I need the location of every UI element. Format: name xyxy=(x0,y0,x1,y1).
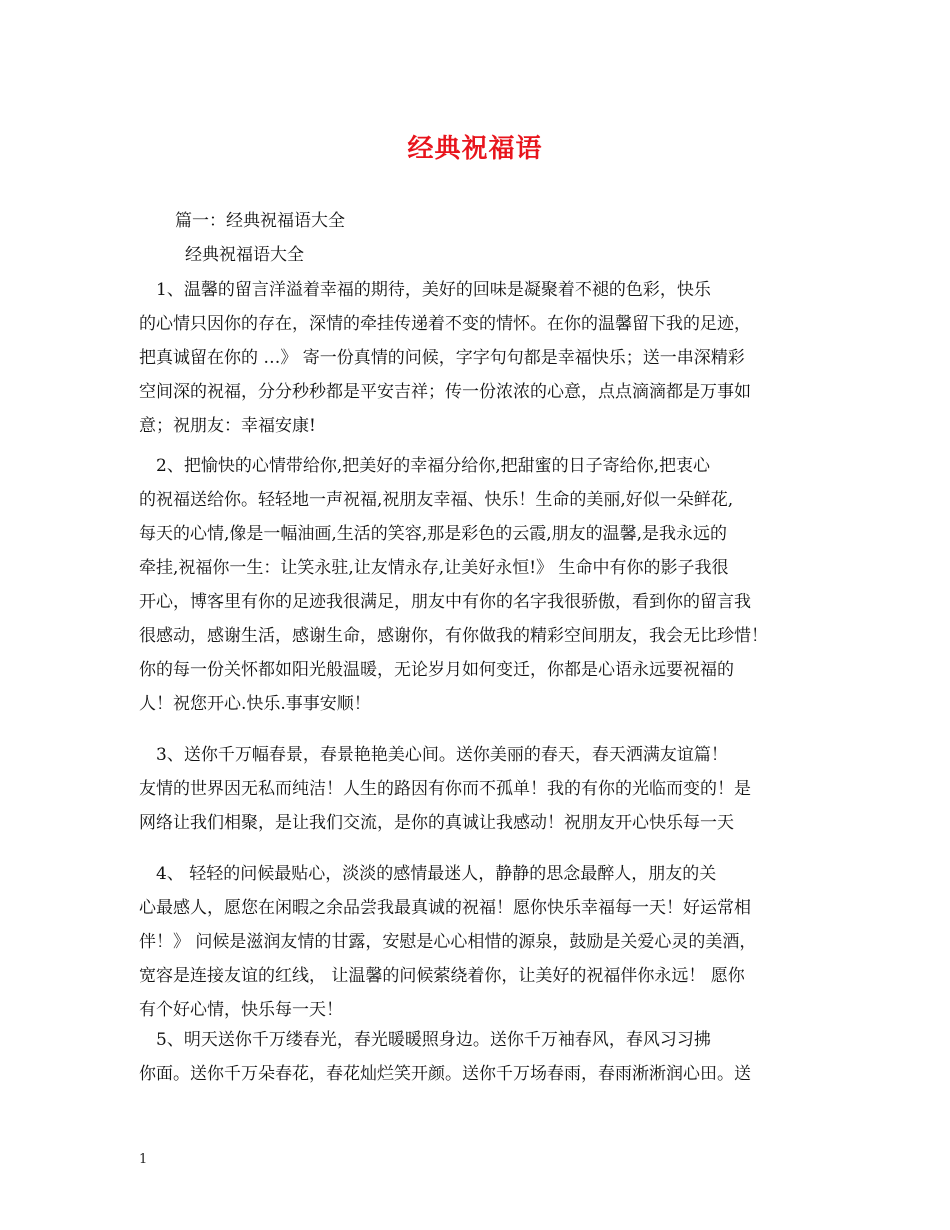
text-line: 宽容是连接友谊的红线， 让温馨的问候萦绕着你，让美好的祝福伴你永远！ 愿你 xyxy=(139,966,745,986)
document-title: 经典祝福语 xyxy=(407,134,543,164)
text-line: 意；祝朋友：幸福安康! xyxy=(139,416,316,436)
section-heading: 篇一：经典祝福语大全 xyxy=(175,211,345,231)
text-line: 的祝福送给你。轻轻地一声祝福,祝朋友幸福、快乐！生命的美丽,好似一朵鲜花, xyxy=(139,490,734,510)
paragraph-3 xyxy=(139,738,815,840)
paragraph-1 xyxy=(139,273,815,443)
text-line: 伴！》 问候是滋润友情的甘露，安慰是心心相惜的源泉，鼓励是关爱心灵的美酒， xyxy=(139,932,757,952)
text-line: 2、把愉快的心情带给你,把美好的幸福分给你,把甜蜜的日子寄给你,把衷心 xyxy=(139,456,711,476)
text-line: 牵挂,祝福你一生：让笑永驻,让友情永存,让美好永恒!》 生命中有你的影子我很 xyxy=(139,558,729,578)
text-line: 网络让我们相聚，是让我们交流，是你的真诚让我感动！祝朋友开心快乐每一天 xyxy=(139,813,734,833)
paragraph-4 xyxy=(139,857,815,1027)
text-line: 3、送你千万幅春景，春景艳艳美心间。送你美丽的春天，春天洒满友谊篇！ xyxy=(139,745,728,765)
text-line: 开心，博客里有你的足迹我很满足，朋友中有你的名字我很骄傲，看到你的留言我 xyxy=(139,592,751,612)
text-line: 把真诚留在你的 …》 寄一份真情的问候，字字句句都是幸福快乐；送一串深精彩 xyxy=(139,348,745,368)
text-line: 每天的心情,像是一幅油画,生活的笑容,那是彩色的云霞,朋友的温馨,是我永远的 xyxy=(139,524,728,544)
paragraph-2 xyxy=(139,449,815,721)
text-line: 4、 轻轻的问候最贴心，淡淡的感情最迷人，静静的思念最醉人，朋友的关 xyxy=(139,864,717,884)
paragraph-5 xyxy=(139,1023,815,1091)
text-line: 有个好心情，快乐每一天！ xyxy=(139,1000,343,1020)
text-line: 的心情只因你的存在，深情的牵挂传递着不变的情怀。在你的温馨留下我的足迹， xyxy=(139,314,751,334)
text-line: 人！祝您开心.快乐.事事安顺！ xyxy=(139,694,371,714)
text-line: 空间深的祝福，分分秒秒都是平安吉祥；传一份浓浓的心意，点点滴滴都是万事如 xyxy=(139,382,751,402)
text-line: 你的每一份关怀都如阳光般温暖，无论岁月如何变迁，你都是心语永远要祝福的 xyxy=(139,660,734,680)
text-line: 心最感人，愿您在闲暇之余品尝我最真诚的祝福！愿你快乐幸福每一天！好运常相 xyxy=(139,898,751,918)
text-line: 1、温馨的留言洋溢着幸福的期待，美好的回味是凝聚着不褪的色彩，快乐 xyxy=(139,280,711,300)
text-line: 很感动，感谢生活，感谢生命，感谢你，有你做我的精彩空间朋友，我会无比珍惜！ xyxy=(139,626,768,646)
text-line: 友情的世界因无私而纯洁！人生的路因有你而不孤单！我的有你的光临而变的！是 xyxy=(139,779,751,799)
subsection-heading: 经典祝福语大全 xyxy=(185,245,304,265)
page-number: 1 xyxy=(139,1152,148,1167)
text-line: 你面。送你千万朵春花，春花灿烂笑开颜。送你千万场春雨，春雨淅淅润心田。送 xyxy=(139,1064,751,1084)
text-line: 5、明天送你千万缕春光，春光暖暖照身边。送你千万袖春风，春风习习拂 xyxy=(139,1030,711,1050)
